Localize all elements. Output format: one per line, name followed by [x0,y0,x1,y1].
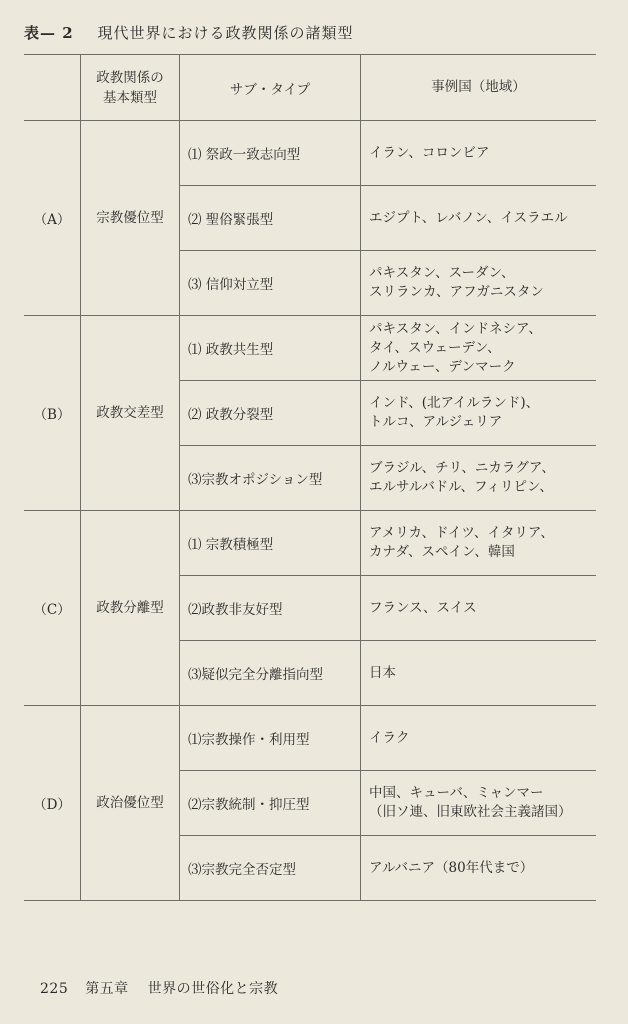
countries-cell: エジプト、レバノン、イスラエル [361,186,597,251]
countries-cell: アメリカ、ドイツ、イタリア、 カナダ、スペイン、韓国 [361,511,597,576]
header-subtype: サブ・タイプ [180,55,361,121]
countries-cell: イラク [361,706,597,771]
header-basic-type-text: 政教関係の 基本類型 [96,69,164,106]
table-caption [24,22,353,43]
subtype-cell: ⑵宗教統制・抑圧型 [180,771,361,836]
countries-cell: パキスタン、インドネシア、 タイ、スウェーデン、 ノルウェー、デンマーク [361,316,597,381]
group-key: （D） [24,706,81,901]
table-body [24,121,596,901]
group-basic-type: 宗教優位型 [81,121,180,316]
header-countries: 事例国（地域） [361,55,597,121]
countries-cell: パキスタン、スーダン、 スリランカ、アフガニスタン [361,251,597,316]
subtype-cell: ⑶疑似完全分離指向型 [180,641,361,706]
countries-cell: ブラジル、チリ、ニカラグア、 エルサルバドル、フィリピン、 [361,446,597,511]
countries-cell: イラン、コロンビア [361,121,597,186]
subtype-cell: ⑵ 政教分裂型 [180,381,361,446]
chapter-title: 世界の世俗化と宗教 [147,981,279,997]
countries-cell: 中国、キューバ、ミャンマー （旧ソ連、旧東欧社会主義諸国） [361,771,597,836]
classification-table [24,54,596,901]
subtype-cell: ⑴宗教操作・利用型 [180,706,361,771]
group-key: （C） [24,511,81,706]
countries-cell: インド、(北アイルランド)、 トルコ、アルジェリア [361,381,597,446]
page-number: 225 [40,981,69,997]
group-key: （A） [24,121,81,316]
group-basic-type: 政教交差型 [81,316,180,511]
page-footer [40,978,278,998]
group-basic-type: 政治優位型 [81,706,180,901]
subtype-cell: ⑵ 聖俗緊張型 [180,186,361,251]
subtype-cell: ⑴ 政教共生型 [180,316,361,381]
subtype-cell: ⑵政教非友好型 [180,576,361,641]
table-row [24,511,596,576]
chapter-number: 第五章 [85,981,129,997]
group-key: （B） [24,316,81,511]
table-row [24,121,596,186]
header-key-cell [24,55,81,121]
subtype-cell: ⑶宗教完全否定型 [180,836,361,901]
countries-cell: 日本 [361,641,597,706]
countries-cell: アルバニア（80年代まで） [361,836,597,901]
subtype-cell: ⑶宗教オポジション型 [180,446,361,511]
header-row [24,55,596,121]
countries-cell: フランス、スイス [361,576,597,641]
subtype-cell: ⑶ 信仰対立型 [180,251,361,316]
table-label: 表— 2 [24,24,74,42]
table-row [24,316,596,381]
table-title: 現代世界における政教関係の諸類型 [97,24,354,42]
subtype-cell: ⑴ 宗教積極型 [180,511,361,576]
subtype-cell: ⑴ 祭政一致志向型 [180,121,361,186]
group-basic-type: 政教分離型 [81,511,180,706]
table-row [24,706,596,771]
header-basic-type [81,55,180,121]
